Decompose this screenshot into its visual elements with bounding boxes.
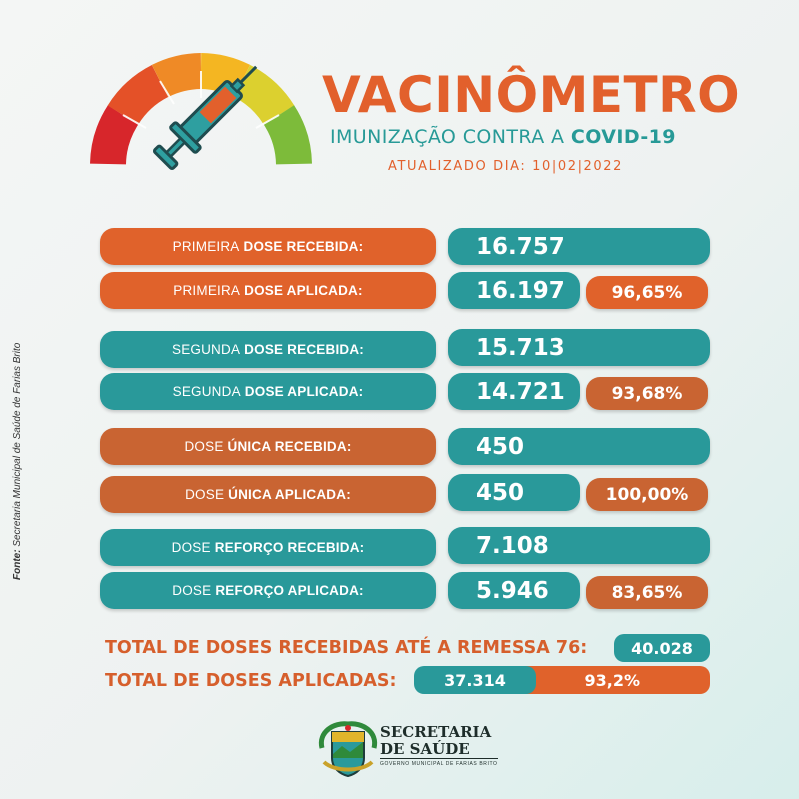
row-label-primeira-recebida — [100, 228, 436, 265]
row-label-prefix: PRIMEIRA — [172, 239, 240, 254]
row-label-unica-recebida — [100, 428, 436, 465]
row-label-unica-aplicada — [100, 476, 436, 513]
page-subtitle — [330, 126, 730, 148]
row-label-primeira-aplicada — [100, 272, 436, 309]
brand-line3: GOVERNO MUNICIPAL DE FARIAS BRITO — [380, 761, 498, 767]
row-label-reforco-recebida — [100, 529, 436, 566]
gauge-syringe-icon — [86, 44, 316, 174]
update-date: ATUALIZADO DIA: 10|02|2022 — [388, 159, 624, 174]
row-label-prefix: DOSE — [171, 540, 211, 555]
row-percent-primeira: 96,65% — [586, 276, 708, 309]
row-label-bold: DOSE APLICADA: — [244, 283, 363, 298]
row-label-bold: ÚNICA APLICADA: — [228, 487, 351, 502]
brand-line1: SECRETARIA — [380, 723, 492, 741]
row-value-segunda-recebida: 15.713 — [448, 329, 710, 366]
row-label-prefix: DOSE — [172, 583, 212, 598]
row-label-bold: REFORÇO RECEBIDA: — [214, 540, 365, 555]
row-label-prefix: PRIMEIRA — [173, 283, 241, 298]
row-label-bold: DOSE APLICADA: — [244, 384, 364, 399]
page-title: VACINÔMETRO — [322, 66, 741, 124]
row-value-primeira-recebida: 16.757 — [448, 228, 710, 265]
row-value-reforco-aplicada: 5.946 — [448, 572, 580, 609]
source-text: Secretaria Municipal de Saúde de Farias Brito — [12, 342, 23, 550]
row-label-segunda-recebida — [100, 331, 436, 368]
row-percent-reforco: 83,65% — [586, 576, 708, 609]
row-label-segunda-aplicada — [100, 373, 436, 410]
total-received-label: TOTAL DE DOSES RECEBIDAS ATÉ A REMESSA 76: — [105, 638, 588, 658]
subtitle-emphasis: COVID-19 — [570, 126, 676, 148]
row-label-prefix: SEGUNDA — [172, 342, 241, 357]
row-label-bold: DOSE RECEBIDA: — [243, 239, 364, 254]
municipal-coat-of-arms-icon — [316, 718, 380, 780]
total-received-value: 40.028 — [614, 634, 710, 662]
row-label-prefix: DOSE — [185, 487, 225, 502]
brand-line2: DE SAÚDE — [380, 741, 498, 759]
row-label-reforco-aplicada — [100, 572, 436, 609]
row-value-reforco-recebida: 7.108 — [448, 527, 710, 564]
row-percent-unica: 100,00% — [586, 478, 708, 511]
row-label-bold: DOSE RECEBIDA: — [244, 342, 364, 357]
total-applied-label: TOTAL DE DOSES APLICADAS: — [105, 671, 397, 691]
row-percent-segunda: 93,68% — [586, 377, 708, 410]
row-label-prefix: DOSE — [184, 439, 224, 454]
total-applied-value: 37.314 — [414, 666, 536, 694]
row-value-primeira-aplicada: 16.197 — [448, 272, 580, 309]
row-value-segunda-aplicada: 14.721 — [448, 373, 580, 410]
subtitle-prefix: IMUNIZAÇÃO CONTRA A — [330, 126, 571, 148]
brand-block — [380, 724, 498, 767]
row-value-unica-recebida: 450 — [448, 428, 710, 465]
row-value-unica-aplicada: 450 — [448, 474, 580, 511]
source-note — [12, 343, 23, 580]
row-label-bold: REFORÇO APLICADA: — [215, 583, 364, 598]
source-label: Fonte: — [12, 549, 23, 580]
row-label-prefix: SEGUNDA — [172, 384, 241, 399]
total-applied-percent: 93,2% — [500, 666, 710, 694]
row-label-bold: ÚNICA RECEBIDA: — [227, 439, 352, 454]
